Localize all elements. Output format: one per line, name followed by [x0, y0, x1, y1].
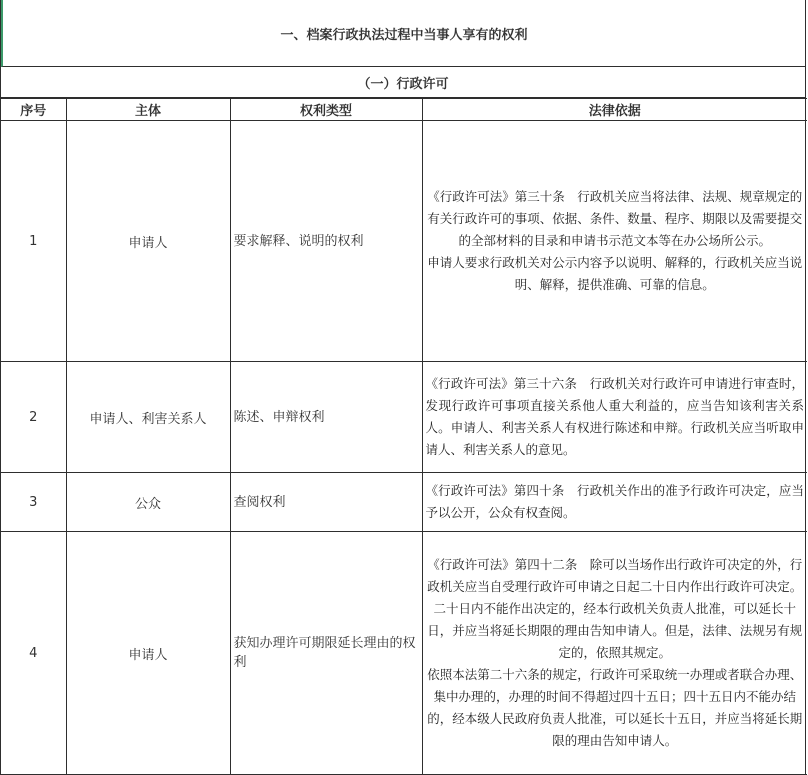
legal-basis-paragraph: 《行政许可法》第四十条 行政机关作出的准予行政许可决定，应当予以公开，公众有权查阅。 — [425, 483, 804, 520]
section-heading-text: （一）行政许可 — [357, 76, 449, 92]
row-legal-basis — [422, 532, 807, 775]
legal-basis-paragraph: 《行政许可法》第四十二条 除可以当场作出行政许可决定的外，行政机关应当自受理行政许可申请之日起二十日内作出行政许可决定。二十日内不能作出决定的，经本行政机关负责人批准，可以延长十日，并应当将延长期限的理由告知申请人。但是，法律、法规另有规定的，依照其规定。 — [427, 557, 803, 660]
table-title — [1, 0, 805, 67]
section-heading — [1, 67, 805, 98]
row-subject: 申请人 — [66, 121, 230, 362]
legal-basis-paragraph: 《行政许可法》第三十条 行政机关应当将法律、法规、规章规定的有关行政许可的事项、依据、条件、数量、程序、期限以及需要提交的全部材料的目录和申请书示范文本等在办公场所公示。 — [427, 189, 803, 248]
row-right-type: 查阅权利 — [230, 473, 422, 532]
table-row — [1, 532, 807, 775]
row-right-type: 获知办理许可期限延长理由的权利 — [230, 532, 422, 775]
header-row — [1, 99, 807, 121]
row-right-type: 要求解释、说明的权利 — [230, 121, 422, 362]
row-legal-basis — [422, 121, 807, 362]
legal-basis-paragraph: 依照本法第二十六条的规定，行政许可采取统一办理或者联合办理、集中办理的，办理的时间不得超过四十五日；四十五日内不能办结的，经本级人民政府负责人批准，可以延长十五日，并应当将延长期限的理由告知申请人。 — [427, 667, 803, 748]
table-row — [1, 473, 807, 532]
legal-basis-paragraph: 《行政许可法》第三十六条 行政机关对行政许可申请进行审查时，发现行政许可事项直接关系他人重大利益的，应当告知该利害关系人。申请人、利害关系人有权进行陈述和申辩。行政机关应当听取申请人、利害关系人的意见。 — [425, 376, 804, 457]
column-header-legal-basis: 法律依据 — [422, 99, 807, 121]
row-num: 3 — [1, 473, 66, 532]
row-num: 2 — [1, 362, 66, 473]
row-num: 1 — [1, 121, 66, 362]
column-header-right-type: 权利类型 — [230, 99, 422, 121]
row-right-type: 陈述、申辩权利 — [230, 362, 422, 473]
row-subject: 申请人、利害关系人 — [66, 362, 230, 473]
rights-table — [1, 98, 807, 775]
column-header-subject: 主体 — [66, 99, 230, 121]
row-legal-basis — [422, 473, 807, 532]
table-row — [1, 121, 807, 362]
row-num: 4 — [1, 532, 66, 775]
table-title-text: 一、档案行政执法过程中当事人享有的权利 — [280, 27, 528, 43]
row-legal-basis — [422, 362, 807, 473]
row-subject: 申请人 — [66, 532, 230, 775]
row-subject: 公众 — [66, 473, 230, 532]
column-header-num: 序号 — [1, 99, 66, 121]
table-row — [1, 362, 807, 473]
legal-basis-paragraph: 申请人要求行政机关对公示内容予以说明、解释的，行政机关应当说明、解释，提供准确、可靠的信息。 — [427, 255, 803, 292]
